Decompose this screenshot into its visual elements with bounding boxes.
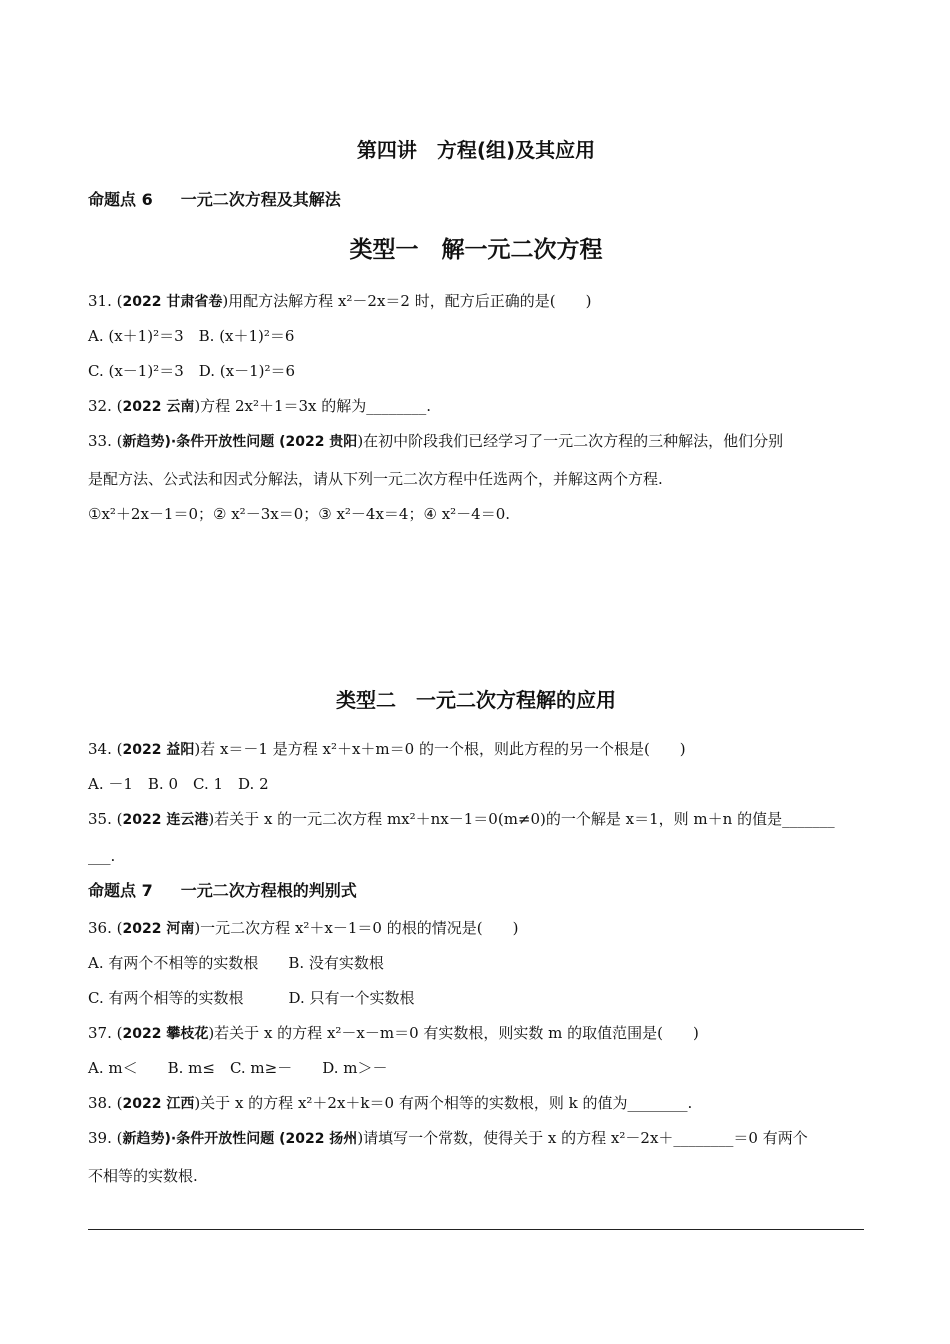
topic-6-heading [88, 190, 341, 210]
topic-6-label: 命题点 6 [88, 190, 153, 209]
q33-equations: ①x²＋2x－1＝0；② x²－3x＝0；③ x²－4x＝4；④ x²－4＝0. [88, 505, 511, 523]
q39-number: 39. ( [88, 1129, 123, 1147]
q38-stem: )关于 x 的方程 x²＋2x＋k＝0 有两个相等的实数根，则 k 的值为________. [194, 1094, 693, 1112]
question-31 [88, 291, 591, 312]
chapter-title: 第四讲 方程(组)及其应用 [356, 138, 596, 162]
q36-options-ab: A. 有两个不相等的实数根 B. 没有实数根 [88, 954, 384, 972]
q39-source: 新趋势)·条件开放性问题 (2022 扬州 [122, 1131, 358, 1147]
footer-rule [88, 1229, 864, 1230]
q31-source: 2022 甘肃省卷 [122, 294, 223, 310]
q33-source: 新趋势)·条件开放性问题 (2022 贵阳 [122, 434, 358, 450]
type-1-title: 类型一 解一元二次方程 [349, 237, 603, 263]
q36-options-cd: C. 有两个相等的实数根 D. 只有一个实数根 [88, 989, 415, 1007]
q31-options-cd: C. (x－1)²＝3 D. (x－1)²＝6 [88, 362, 296, 380]
q34-stem: )若 x＝－1 是方程 x²＋x＋m＝0 的一个根，则此方程的另一个根是( ) [194, 740, 686, 758]
q33-stem: )在初中阶段我们已经学习了一元二次方程的三种解法，他们分别 [357, 432, 784, 450]
q38-source: 2022 江西 [122, 1096, 195, 1112]
q35-line-2: ___. [88, 847, 116, 865]
question-36 [88, 918, 518, 939]
question-38 [88, 1093, 692, 1114]
question-32 [88, 396, 431, 417]
q36-number: 36. ( [88, 919, 123, 937]
document-page [88, 0, 864, 1344]
q38-number: 38. ( [88, 1094, 123, 1112]
q36-source: 2022 河南 [122, 921, 195, 937]
question-33 [88, 431, 783, 452]
q39-line-2: 不相等的实数根. [88, 1167, 198, 1185]
topic-7-heading [88, 881, 357, 901]
q31-stem: )用配方法解方程 x²－2x＝2 时，配方后正确的是( ) [222, 292, 592, 310]
q35-stem: )若关于 x 的一元二次方程 mx²＋nx－1＝0(m≠0)的一个解是 x＝1，则 m＋n 的值是_______ [208, 810, 835, 828]
topic-7-label: 命题点 7 [88, 881, 153, 900]
q31-options-ab: A. (x＋1)²＝3 B. (x＋1)²＝6 [88, 327, 295, 345]
q37-stem: )若关于 x 的方程 x²－x－m＝0 有实数根，则实数 m 的取值范围是( ) [208, 1024, 699, 1042]
q34-source: 2022 益阳 [122, 742, 195, 758]
q35-number: 35. ( [88, 810, 123, 828]
q32-source: 2022 云南 [122, 399, 195, 415]
type-2-title: 类型二 一元二次方程解的应用 [336, 688, 616, 712]
q37-number: 37. ( [88, 1024, 123, 1042]
q33-line-2: 是配方法、公式法和因式分解法，请从下列一元二次方程中任选两个，并解这两个方程. [88, 470, 663, 488]
topic-6-title: 一元二次方程及其解法 [180, 190, 341, 209]
q36-stem: )一元二次方程 x²＋x－1＝0 的根的情况是( ) [194, 919, 519, 937]
q32-number: 32. ( [88, 397, 123, 415]
question-34 [88, 739, 686, 760]
q32-stem: )方程 2x²＋1＝3x 的解为________. [194, 397, 432, 415]
q31-number: 31. ( [88, 292, 123, 310]
q34-number: 34. ( [88, 740, 123, 758]
q37-options: A. m＜ B. m≤ C. m≥－ D. m＞－ [88, 1059, 388, 1077]
q35-source: 2022 连云港 [122, 812, 209, 828]
q39-stem: )请填写一个常数，使得关于 x 的方程 x²－2x＋________＝0 有两个 [357, 1129, 808, 1147]
question-35 [88, 809, 835, 830]
q34-options: A. －1 B. 0 C. 1 D. 2 [88, 775, 269, 793]
question-39 [88, 1128, 808, 1149]
topic-7-title: 一元二次方程根的判别式 [180, 881, 357, 900]
question-37 [88, 1023, 699, 1044]
q33-number: 33. ( [88, 432, 123, 450]
q37-source: 2022 攀枝花 [122, 1026, 209, 1042]
